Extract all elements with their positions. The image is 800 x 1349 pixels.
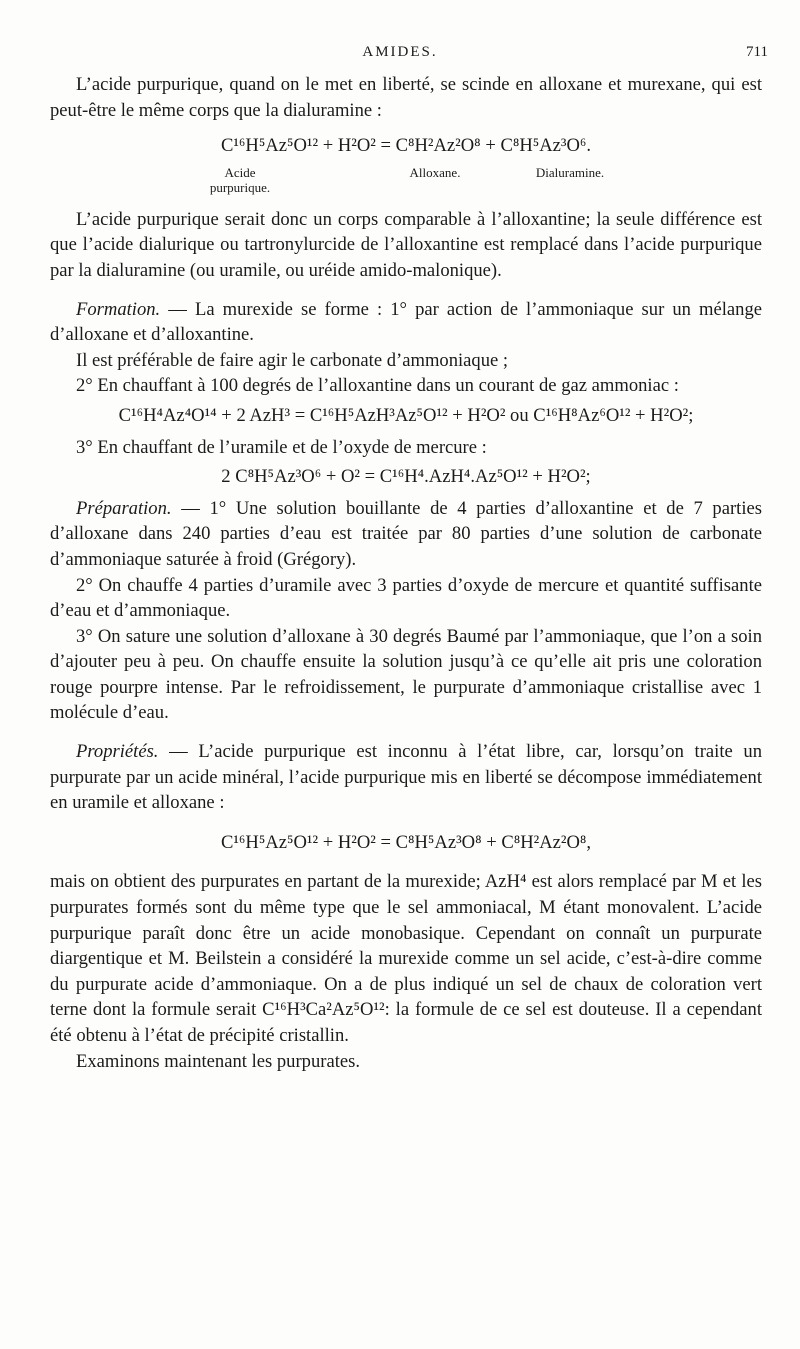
label-acid-line1: Acide [224,164,256,180]
page-header [0,44,800,68]
properties-text: — L’acide purpurique est inconnu à l’état libre, car, lorsqu’on traite un purpurate par un acide minéral, l’acide purpurique mis en liberté se décompose immédiatement en uramile et alloxane : [50,741,762,814]
paragraph-preferable: Il est préférable de faire agir le carbonate d’ammoniaque ; [76,349,509,371]
label-dialuramine: Dialuramine. [535,164,605,180]
page-number: 711 [746,44,768,60]
heading-formation: Formation. [76,298,161,320]
paragraph-preparation-3: 3° On sature une solution d’alloxane à 30 degrés Baumé par l’ammoniaque, que l’on a soin d’ajouter peu à peu. On chauffe ensuite la solution jusqu’à ce qu’elle ait pris une coloration rouge pourpre intense. Par le refroidissement, le purpurate d’ammoniaque cristallise avec 1 molécule d’eau. [50,625,762,724]
equation-ammonia: C¹⁶H⁴Az⁴O¹⁴ + 2 AzH³ = C¹⁶H⁵AzH³Az⁵O¹² + H²O² ou C¹⁶H⁸Az⁶O¹² + H²O²; [118,404,694,426]
paragraph-closing: Examinons maintenant les purpurates. [76,1050,360,1072]
paragraph-purpurates: mais on obtient des purpurates en partant de la murexide; AzH⁴ est alors remplacé par M et les purpurates formés sont du même type que le sel ammoniacal, M étant monovalent. L’acide purpurique paraît donc être un acide monobasique. Cependant on connaît un purpurate diargentique et M. Beilstein a considéré la murexide comme un sel acide, c’est-à-dire comme du purpurate acide d’ammoniaque. On a de plus indiqué un sel de chaux de coloration vert terne dont la formule serait C¹⁶H³Ca²Az⁵O¹²: la formule de ce sel est douteuse. Il a cependant été obtenu à l’état de précipité cristallin. [50,871,762,1046]
page-body [50,72,762,1074]
paragraph-preparation [50,496,762,573]
equation-decomposition: C¹⁶H⁵Az⁵O¹² + H²O² = C⁸H²Az²O⁸ + C⁸H⁵Az³O⁶. [220,135,592,157]
running-title: AMIDES. [362,44,438,60]
paragraph-intro: L’acide purpurique, quand on le met en liberté, se scinde en alloxane et murexane, qui est peut-être le même corps que la dialuramine : [50,74,762,121]
heading-properties: Propriétés. [76,741,159,763]
label-acid-line2: purpurique. [209,179,271,195]
preparation-text: — 1° Une solution bouillante de 4 parties d’alloxantine et de 7 parties d’alloxane dans 240 parties d’eau est traitée par 80 parties d’une solution de carbonate d’ammoniaque saturée à froid (Grégory). [50,497,762,570]
paragraph-comparison: L’acide purpurique serait donc un corps comparable à l’alloxantine; la seule différence est que l’acide dialurique ou tartronylurcide de l’alloxantine est remplacé dans l’acide purpurique par la dialuramine (ou uramile, ou uréide amido-malonique). [50,208,762,281]
label-acid [200,165,280,195]
paragraph-preparation-2: 2° On chauffe 4 parties d’uramile avec 3 parties d’oxyde de mercure et quantité suffisante d’eau et d’ammoniaque. [50,574,762,622]
paragraph-method-3: 3° En chauffant de l’uramile et de l’oxyde de mercure : [76,436,487,458]
equation-hydrolysis: C¹⁶H⁵Az⁵O¹² + H²O² = C⁸H⁵Az³O⁸ + C⁸H²Az²O⁸, [220,831,592,853]
paragraph-formation [50,297,762,348]
paragraph-properties [50,739,762,816]
equation-labels [50,165,762,207]
heading-preparation: Préparation. [76,497,172,519]
label-alloxane: Alloxane. [409,164,461,180]
equation-uramile: 2 C⁸H⁵Az³O⁶ + O² = C¹⁶H⁴.AzH⁴.Az⁵O¹² + H²O²; [221,466,591,488]
paragraph-method-2: 2° En chauffant à 100 degrés de l’alloxantine dans un courant de gaz ammoniac : [76,375,679,397]
formation-text: — La murexide se forme : 1° par action de l’ammoniaque sur un mélange d’alloxane et d’alloxantine. [50,298,762,346]
